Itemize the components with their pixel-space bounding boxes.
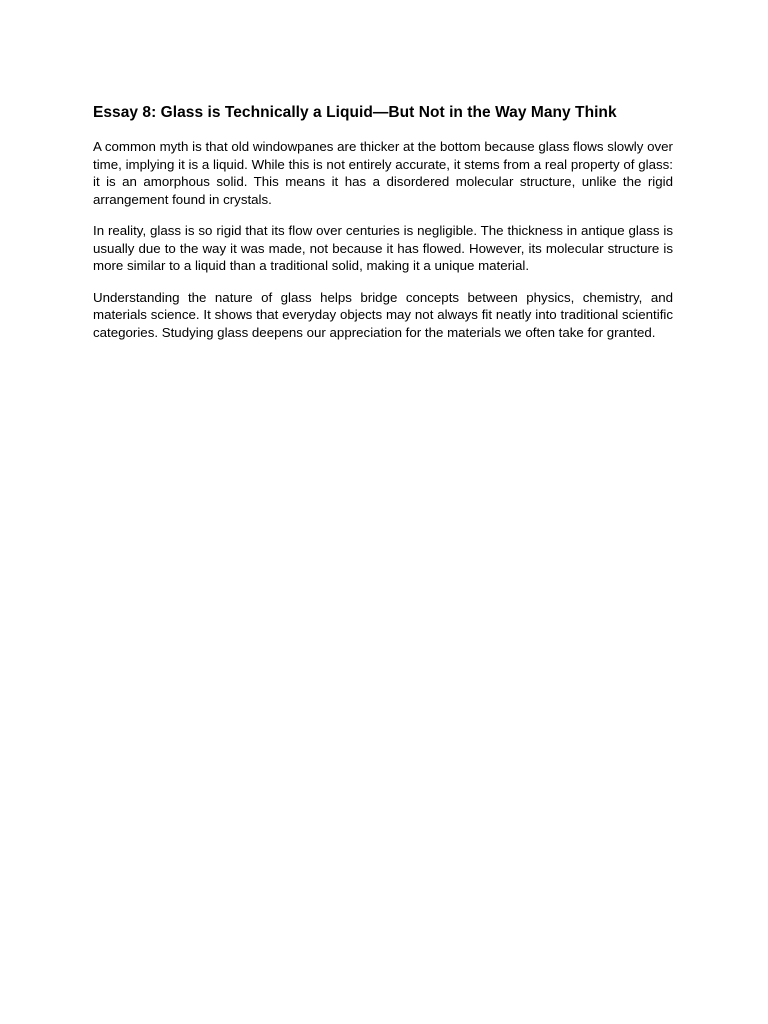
essay-title: Essay 8: Glass is Technically a Liquid—But Not in the Way Many Think [93,104,617,121]
paragraph-2: In reality, glass is so rigid that its flow over centuries is negligible. The thickness in antique glass is usually due to the way it was made, not because it has flowed. However, its molecular structure is more similar to a liquid than a traditional solid, making it a unique material. [93,223,673,273]
paragraph-3: Understanding the nature of glass helps bridge concepts between physics, chemistry, and materials science. It shows that everyday objects may not always fit neatly into traditional scientific categories. Studying glass deepens our appreciation for the materials we often take for granted. [93,289,673,340]
essay-body [93,102,673,355]
paragraph-1: A common myth is that old windowpanes are thicker at the bottom because glass flows slowly over time, implying it is a liquid. While this is not entirely accurate, it stems from a real property of glass: it is an amorphous solid. This means it has a disordered molecular structure, unlike the rigid arrangement found in crystals. [93,139,673,207]
